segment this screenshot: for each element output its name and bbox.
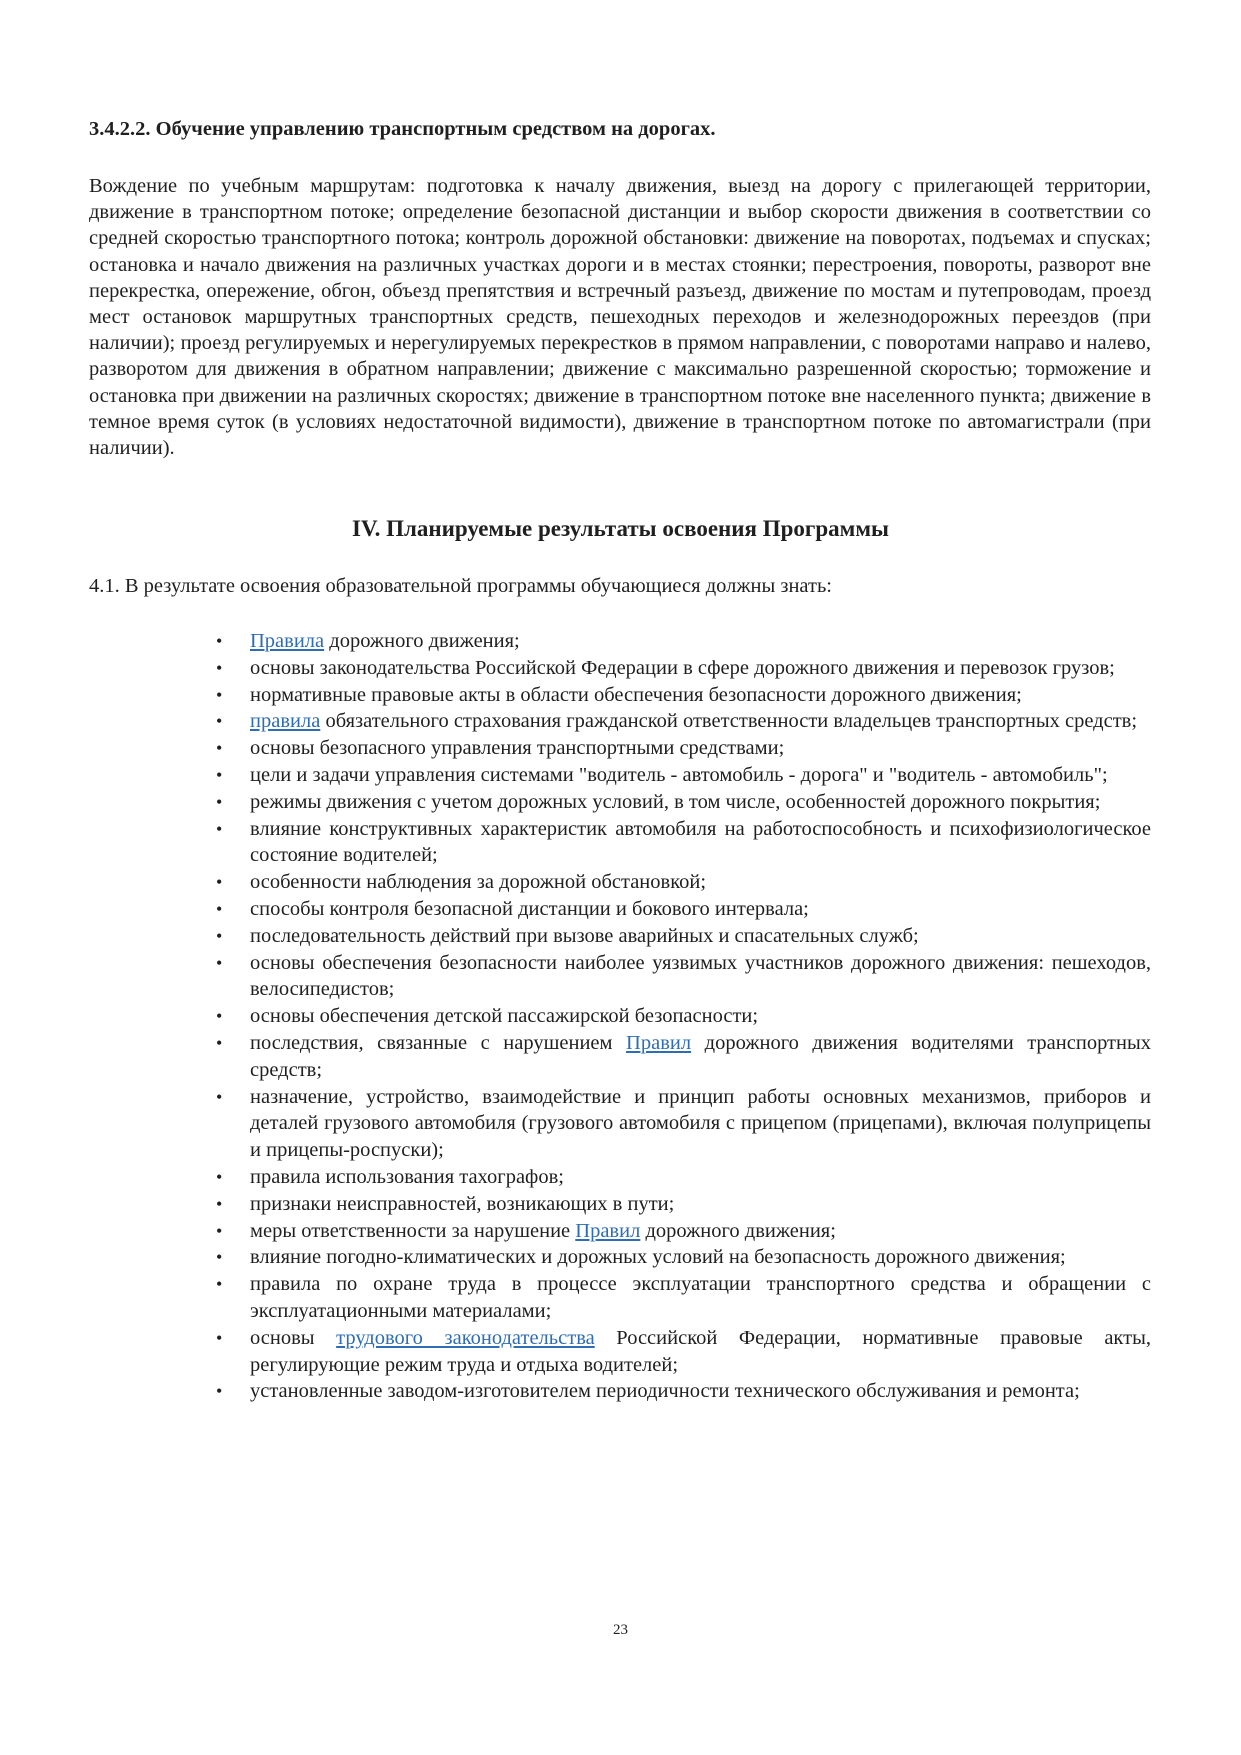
list-item-text: влияние конструктивных характеристик автомобиля на работоспособность и психофизиологическое состояние водителей; bbox=[250, 817, 1151, 867]
list-item-text: особенности наблюдения за дорожной обстановкой; bbox=[250, 871, 707, 894]
bullet-icon: • bbox=[216, 738, 223, 759]
legal-reference-link[interactable]: трудового законодательства bbox=[336, 1326, 595, 1349]
bullet-icon: • bbox=[216, 1006, 223, 1027]
list-item bbox=[216, 735, 1151, 762]
list-item bbox=[216, 950, 1151, 1004]
list-item-text: цели и задачи управления системами "водитель - автомобиль - дорога" и "водитель - автомобиль"; bbox=[250, 763, 1108, 786]
bullet-icon: • bbox=[216, 1193, 223, 1214]
subsection-heading: 3.4.2.2. Обучение управлению транспортным средством на дорогах. bbox=[89, 118, 716, 140]
list-item bbox=[216, 655, 1151, 682]
list-item-text: дорожного движения; bbox=[640, 1219, 836, 1242]
list-item bbox=[216, 1244, 1151, 1271]
list-item bbox=[216, 1003, 1151, 1030]
list-item-text: последствия, связанные с нарушением bbox=[250, 1031, 627, 1054]
section-heading: IV. Планируемые результаты освоения Программы bbox=[352, 516, 889, 541]
bullet-icon: • bbox=[216, 1032, 223, 1053]
list-item bbox=[216, 1164, 1151, 1191]
section-lead: 4.1. В результате освоения образовательной программы обучающиеся должны знать: bbox=[89, 575, 833, 597]
bullet-icon: • bbox=[216, 791, 223, 812]
list-item-text: последовательность действий при вызове аварийных и спасательных служб; bbox=[250, 924, 919, 947]
list-item-text: обязательного страхования гражданской ответственности владельцев транспортных средств; bbox=[320, 710, 1138, 733]
list-item bbox=[216, 628, 1151, 655]
list-item-text: основы безопасного управления транспортными средствами; bbox=[250, 737, 785, 760]
list-item bbox=[216, 789, 1151, 816]
bullet-icon: • bbox=[216, 1166, 223, 1187]
list-item-text: Российской Федерации, нормативные правовые акты, регулирующие режим труда и отдыха водителей; bbox=[250, 1326, 1151, 1376]
list-item bbox=[216, 1325, 1151, 1379]
list-item-text: признаки неисправностей, возникающих в пути; bbox=[250, 1192, 675, 1215]
list-item-text: дорожного движения; bbox=[324, 630, 520, 652]
list-item bbox=[216, 682, 1151, 709]
list-item bbox=[216, 923, 1151, 950]
list-item-text: основы bbox=[250, 1326, 337, 1349]
list-item bbox=[216, 1271, 1151, 1325]
bullet-icon: • bbox=[216, 818, 223, 839]
list-item bbox=[216, 1218, 1151, 1245]
bullet-icon: • bbox=[216, 1274, 223, 1295]
list-item-text: способы контроля безопасной дистанции и бокового интервала; bbox=[250, 897, 809, 920]
list-item-text: режимы движения с учетом дорожных условий, в том числе, особенностей дорожного покрытия; bbox=[250, 790, 1101, 813]
bullet-icon: • bbox=[216, 1327, 223, 1348]
list-item bbox=[216, 1191, 1151, 1218]
list-item-text: установленные заводом-изготовителем периодичности технического обслуживания и ремонта; bbox=[250, 1380, 1080, 1403]
bullet-icon: • bbox=[216, 631, 223, 651]
list-item bbox=[216, 1378, 1151, 1405]
list-item-text: правила по охране труда в процессе эксплуатации транспортного средства и обращении с эксплуатационными материалами; bbox=[250, 1273, 1151, 1322]
list-item-text: меры ответственности за нарушение bbox=[250, 1219, 576, 1242]
bullet-icon: • bbox=[216, 684, 223, 705]
list-item bbox=[216, 1030, 1151, 1084]
knowledge-list bbox=[216, 628, 1151, 1405]
list-item-text: основы законодательства Российской Федерации в сфере дорожного движения и перевозок грузов; bbox=[250, 656, 1115, 679]
bullet-icon: • bbox=[216, 1220, 223, 1241]
bullet-icon: • bbox=[216, 1086, 223, 1107]
list-item-text: назначение, устройство, взаимодействие и принцип работы основных механизмов, приборов и деталей грузового автомобиля (грузового автомобиля с прицепом (прицепами), включая полуприцепы и прицепы-роспуски); bbox=[250, 1085, 1151, 1162]
list-item-text: основы обеспечения безопасности наиболее уязвимых участников дорожного движения: пешеходов, велосипедистов; bbox=[250, 951, 1151, 1001]
bullet-icon: • bbox=[216, 898, 223, 919]
bullet-icon: • bbox=[216, 952, 223, 973]
list-item-text: нормативные правовые акты в области обеспечения безопасности дорожного движения; bbox=[250, 683, 1022, 706]
list-item bbox=[216, 896, 1151, 923]
list-item bbox=[216, 1084, 1151, 1164]
list-item-text: дорожного движения водителями транспортных средств; bbox=[250, 1031, 1151, 1081]
bullet-icon: • bbox=[216, 657, 223, 678]
list-item bbox=[216, 708, 1151, 735]
legal-reference-link[interactable]: правила bbox=[250, 710, 321, 733]
list-item-text: правила использования тахографов; bbox=[250, 1165, 564, 1188]
list-item-text: основы обеспечения детской пассажирской безопасности; bbox=[250, 1005, 759, 1028]
list-item-text: влияние погодно-климатических и дорожных условий на безопасность дорожного движения; bbox=[250, 1246, 1066, 1269]
bullet-icon: • bbox=[216, 1381, 223, 1402]
bullet-icon: • bbox=[216, 1247, 223, 1268]
list-item bbox=[216, 762, 1151, 789]
legal-reference-link[interactable]: Правил bbox=[626, 1031, 692, 1054]
legal-reference-link[interactable]: Правила bbox=[250, 630, 325, 652]
bullet-icon: • bbox=[216, 872, 223, 893]
bullet-icon: • bbox=[216, 711, 223, 732]
legal-reference-link[interactable]: Правил bbox=[575, 1219, 641, 1242]
subsection-paragraph: Вождение по учебным маршрутам: подготовка к началу движения, выезд на дорогу с прилегающей территории, движение в транспортном потоке; определение безопасной дистанции и выбор скорости движения в соответствии со средней скоростью транспортного потока; контроль дорожной обстановки: движение на поворотах, подъемах и спусках; остановка и начало движения на различных участках дороги и в местах стоянки; перестроения, повороты, разворот вне перекрестка, опережение, обгон, объезд препятствия и встречный разъезд, движение по мостам и путепроводам, проезд мест остановок маршрутных транспортных средств, пешеходных переходов и железнодорожных переездов (при наличии); проезд регулируемых и нерегулируемых перекрестков в прямом направлении, с поворотами направо и налево, разворотом для движения в обратном направлении; движение с максимально разрешенной скоростью; торможение и остановка при движении на различных скоростях; движение в транспортном потоке вне населенного пункта; движение в темное время суток (в условиях недостаточной видимости), движение в транспортном потоке по автомагистрали (при наличии). bbox=[89, 175, 1151, 460]
list-item bbox=[216, 869, 1151, 896]
page-number: 23 bbox=[613, 1622, 628, 1638]
bullet-icon: • bbox=[216, 764, 223, 785]
list-item bbox=[216, 816, 1151, 870]
bullet-icon: • bbox=[216, 925, 223, 946]
